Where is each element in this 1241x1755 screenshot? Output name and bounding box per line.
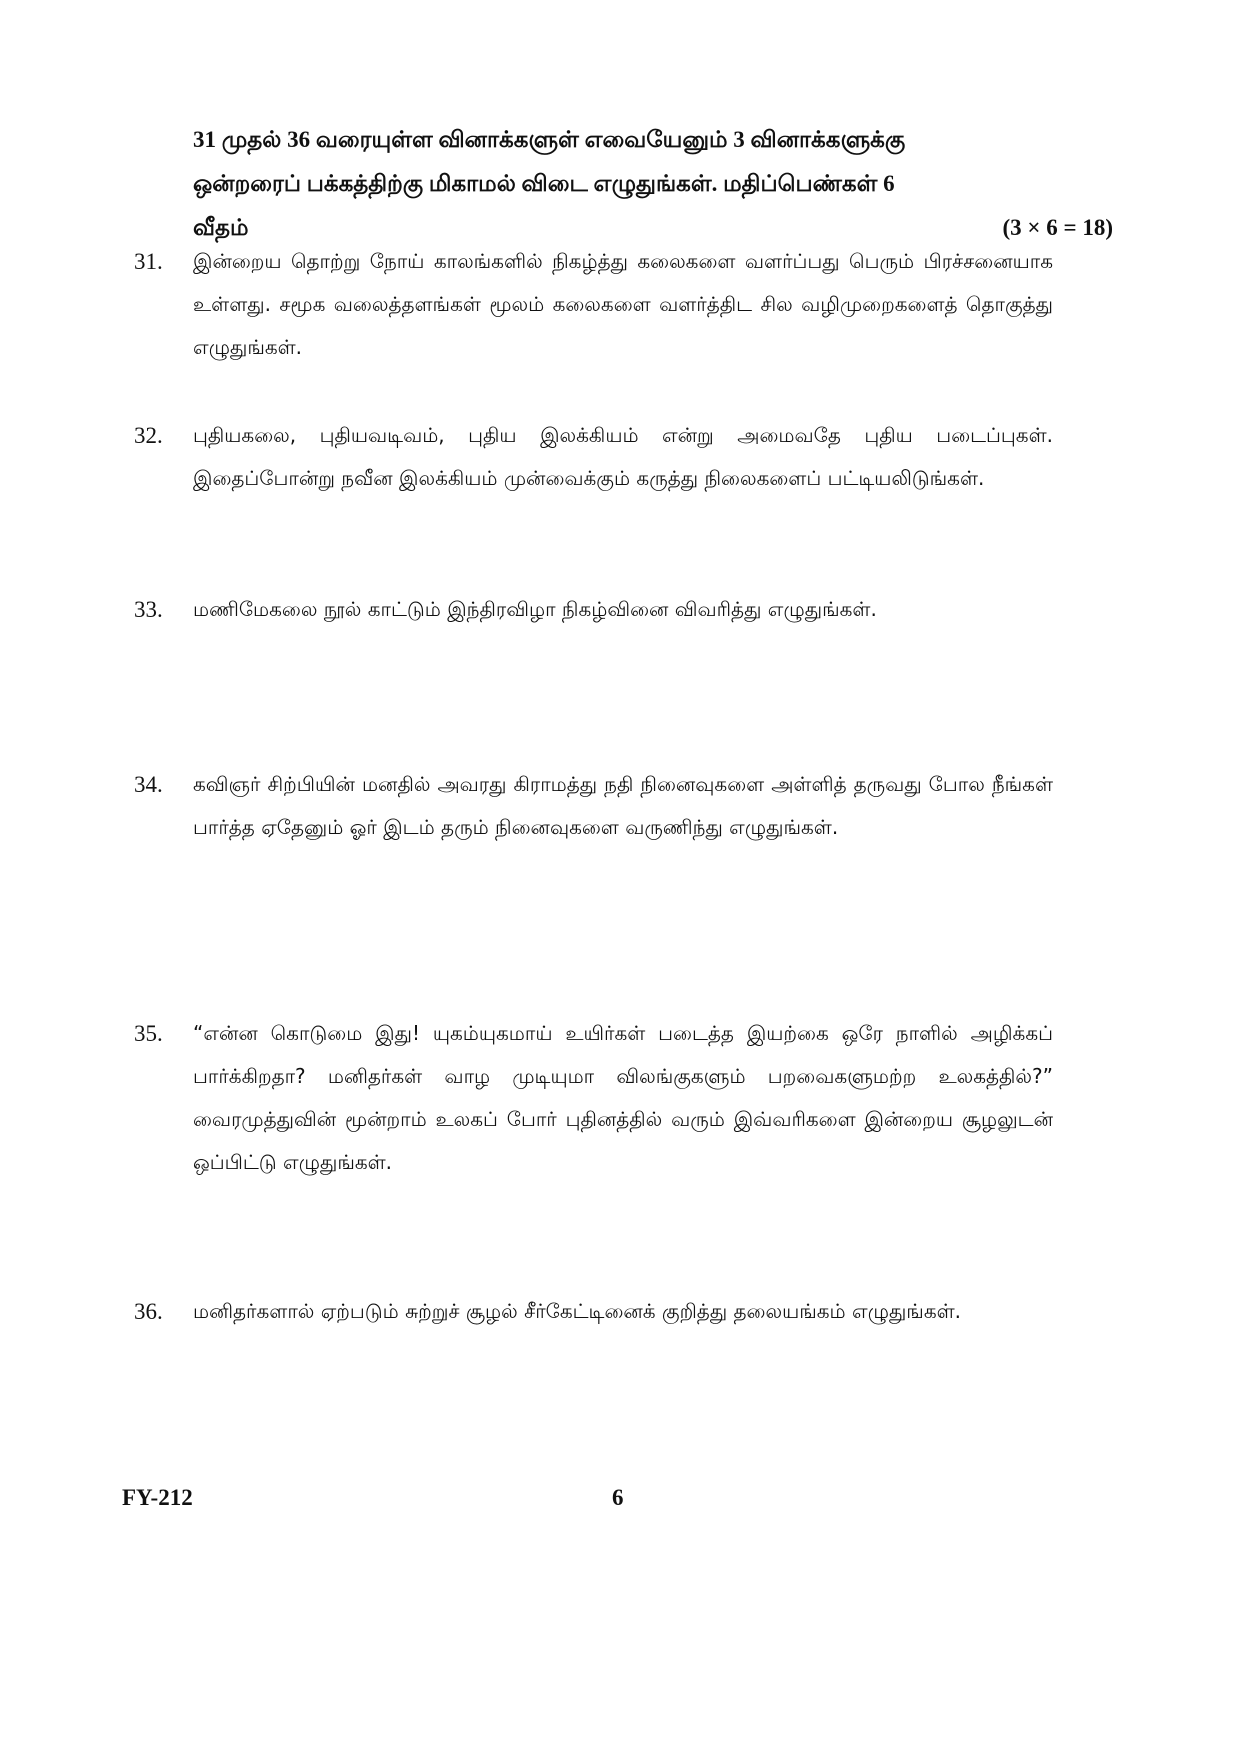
question-number: 36.: [134, 1299, 163, 1324]
question-text: மணிமேகலை நூல் காட்டும் இந்திரவிழா நிகழ்வினை விவரித்து எழுதுங்கள்.: [193, 597, 877, 621]
section-instruction: [193, 118, 1113, 250]
question-text: “என்ன கொடுமை இது! யுகம்யுகமாய் உயிர்கள் படைத்த இயற்கை ஒரே நாளில் அழிக்கப் பார்க்கிறதா? மனிதர்கள் வாழ முடியுமா விலங்குகளும் பறவைகளுமற்ற உலகத்தில்?” வைரமுத்துவின் மூன்றாம் உலகப் போர் புதினத்தில் வரும் இவ்வரிகளை இன்றைய சூழலுடன் ஒப்பிட்டு எழுதுங்கள்.: [193, 1021, 1053, 1174]
paper-code: FY-212: [122, 1485, 193, 1510]
question-text: புதியகலை, புதியவடிவம், புதிய இலக்கியம் என்று அமைவதே புதிய படைப்புகள். இதைப்போன்று நவீன இலக்கியம் முன்வைக்கும் கருத்து நிலைகளைப் பட்டியலிடுங்கள்.: [193, 423, 1053, 490]
question-number: 33.: [134, 597, 163, 622]
marks-allocation: (3 × 6 = 18): [1002, 215, 1113, 240]
question-number: 35.: [134, 1021, 163, 1046]
question-number: 32.: [134, 423, 163, 448]
question-text: மனிதர்களால் ஏற்படும் சுற்றுச் சூழல் சீர்கேட்டினைக் குறித்து தலையங்கம் எழுதுங்கள்.: [193, 1299, 962, 1323]
page-number: 6: [612, 1485, 624, 1510]
question-number: 31.: [134, 249, 163, 274]
question-text: இன்றைய தொற்று நோய் காலங்களில் நிகழ்த்து கலைகளை வளர்ப்பது பெரும் பிரச்சனையாக உள்ளது. சமூக வலைத்தளங்கள் மூலம் கலைகளை வளர்த்திட சில வழிமுறைகளைத் தொகுத்து எழுதுங்கள்.: [193, 249, 1053, 359]
instruction-line-1: 31 முதல் 36 வரையுள்ள வினாக்களுள் எவையேனும் 3 வினாக்களுக்கு: [193, 127, 906, 152]
question-number: 34.: [134, 772, 163, 797]
instruction-line-2: ஒன்றரைப் பக்கத்திற்கு மிகாமல் விடை எழுதுங்கள். மதிப்பெண்கள் 6: [193, 171, 895, 196]
instruction-line-3-text: வீதம்: [193, 215, 249, 240]
question-text: கவிஞர் சிற்பியின் மனதில் அவரது கிராமத்து நதி நினைவுகளை அள்ளித் தருவது போல நீங்கள் பார்த்த ஏதேனும் ஓர் இடம் தரும் நினைவுகளை வருணிந்து எழுதுங்கள்.: [193, 772, 1053, 839]
